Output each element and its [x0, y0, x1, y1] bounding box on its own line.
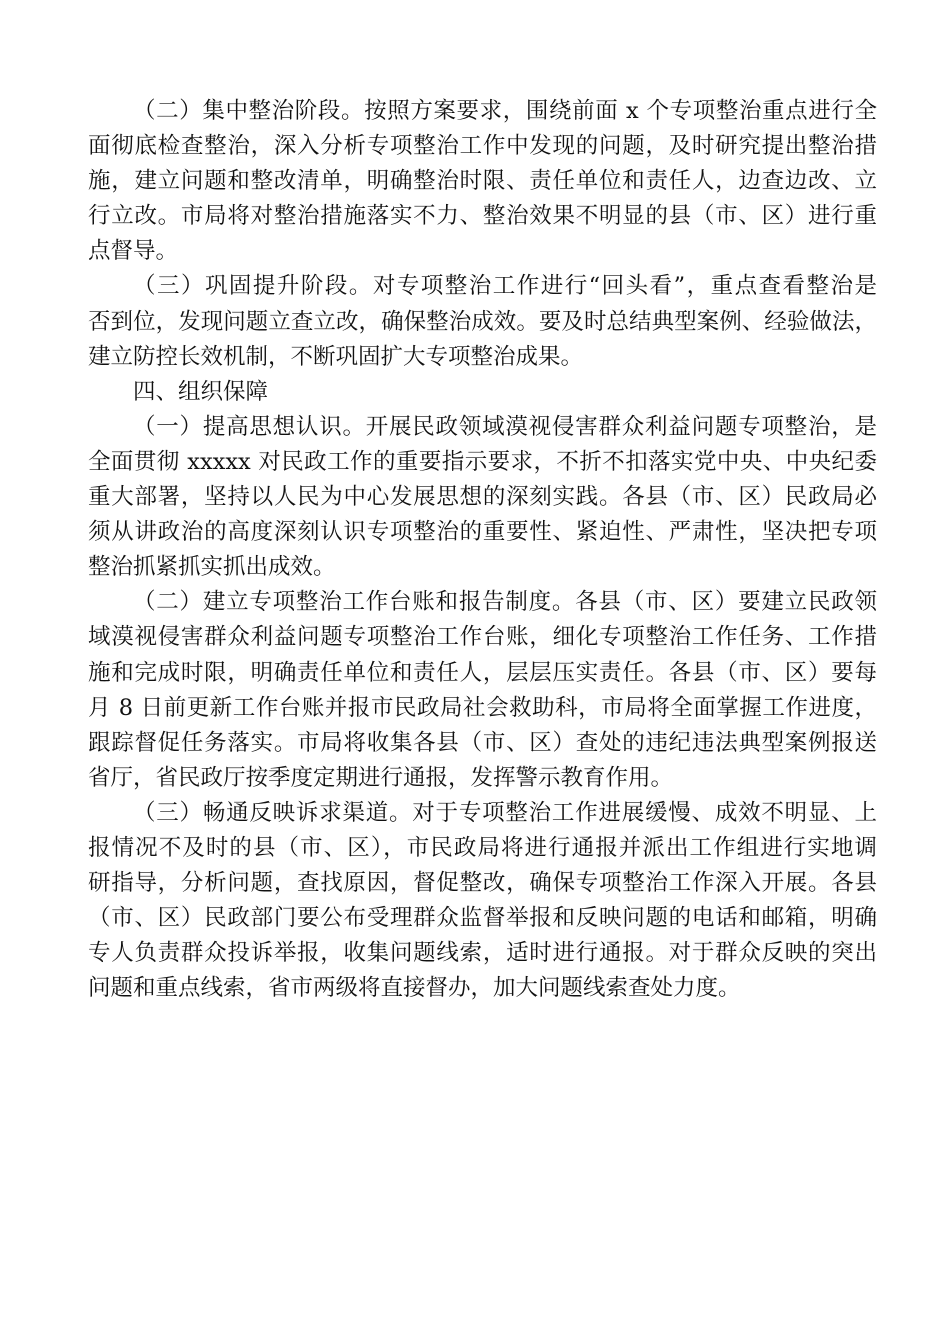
text-line: 专人负责群众投诉举报，收集问题线索，适时进行通报。对于群众反映的突出	[88, 940, 877, 967]
text-line: 须从讲政治的高度深刻认识专项整治的重要性、紧迫性、严肃性，坚决把专项	[88, 519, 877, 546]
text-line: 建立防控长效机制，不断巩固扩大专项整治成果。	[88, 343, 584, 370]
paragraph-consolidation	[88, 269, 877, 374]
text-line: 域漠视侵害群众利益问题专项整治工作台账，细化专项整治工作任务、工作措	[88, 624, 877, 651]
text-line: 省厅，省民政厅按季度定期进行通报，发挥警示教育作用。	[88, 764, 674, 791]
paragraph-concentrated-rectification	[88, 94, 877, 269]
text-line: 全面贯彻 xxxxx 对民政工作的重要指示要求，不折不扣落实党中央、中央纪委	[88, 448, 877, 475]
text-line: （三）巩固提升阶段。对专项整治工作进行“回头看”，重点查看整治是	[133, 273, 877, 300]
paragraph-awareness	[88, 410, 877, 585]
document-body	[88, 94, 877, 1006]
text-line: （市、区）民政部门要公布受理群众监督举报和反映问题的电话和邮箱，明确	[88, 905, 877, 932]
text-line: 跟踪督促任务落实。市局将收集各县（市、区）查处的违纪违法典型案例报送	[88, 729, 877, 756]
text-line: 点督导。	[88, 238, 179, 265]
text-line: 问题和重点线索，省市两级将直接督办，加大问题线索查处力度。	[88, 975, 741, 1002]
text-line: （二）集中整治阶段。按照方案要求，围绕前面 x 个专项整治重点进行全	[133, 98, 877, 124]
text-line: 行立改。市局将对整治措施落实不力、整治效果不明显的县（市、区）进行重	[88, 203, 877, 230]
text-line: 施，建立问题和整改清单，明确整治时限、责任单位和责任人，边查边改、立	[88, 168, 877, 195]
text-line: （二）建立专项整治工作台账和报告制度。各县（市、区）要建立民政领	[133, 589, 877, 616]
paragraph-ledger-reporting	[88, 585, 877, 796]
text-line: 否到位，发现问题立查立改，确保整治成效。要及时总结典型案例、经验做法，	[88, 308, 877, 335]
paragraph-appeal-channels	[88, 796, 877, 1007]
text-line: 研指导，分析问题，查找原因，督促整改，确保专项整治工作深入开展。各县	[88, 870, 877, 897]
text-line: 月 8 日前更新工作台账并报市民政局社会救助科，市局将全面掌握工作进度，	[88, 694, 877, 721]
section-heading-organization	[88, 375, 877, 410]
text-line: 整治抓紧抓实抓出成效。	[88, 554, 336, 581]
text-line: 报情况不及时的县（市、区），市民政局将进行通报并派出工作组进行实地调	[88, 834, 877, 861]
text-line: 施和完成时限，明确责任单位和责任人，层层压实责任。各县（市、区）要每	[88, 659, 877, 686]
section-heading: 四、组织保障	[133, 378, 269, 405]
text-line: 面彻底检查整治，深入分析专项整治工作中发现的问题，及时研究提出整治措	[88, 133, 877, 160]
text-line: （一）提高思想认识。开展民政领域漠视侵害群众利益问题专项整治，是	[133, 413, 877, 440]
text-line: 重大部署，坚持以人民为中心发展思想的深刻实践。各县（市、区）民政局必	[88, 484, 877, 511]
text-line: （三）畅通反映诉求渠道。对于专项整治工作进展缓慢、成效不明显、上	[133, 799, 877, 826]
